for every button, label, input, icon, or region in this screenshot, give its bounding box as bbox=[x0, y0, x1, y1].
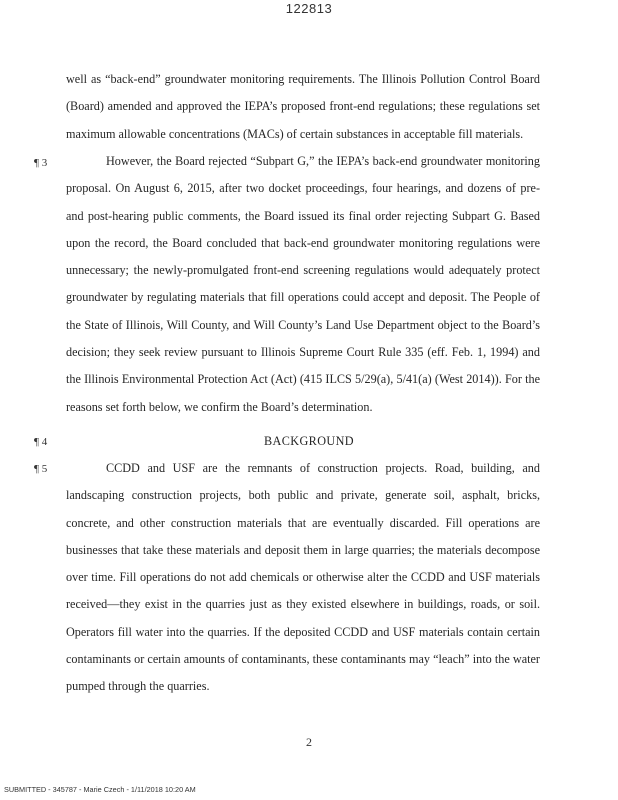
continuation-paragraph: well as “back-end” groundwater monitoring requirements. The Illinois Pollution Control Board (Board) amended and approved the IEPA’s proposed front-end regulations; these regulations set maximum allowable concentrations (MACs) of certain substances in acceptable fill materials. bbox=[66, 72, 540, 141]
paragraph-mark-3: ¶ 3 bbox=[34, 157, 48, 169]
paragraph-3: However, the Board rejected “Subpart G,” the IEPA’s back-end groundwater monitoring proposal. On August 6, 2015, after two docket proceedings, four hearings, and dozens of pre- and post-hearing public comments, the Board issued its final order rejecting Subpart G. Based upon the record, the Board concluded that back-end groundwater monitoring regulations were unnecessary; the newly-promulgated front-end screening regulations would adequately protect groundwater by regulating materials that fill operations could accept and deposit. The People of the State of Illinois, Will County, and Will County’s Land Use Department object to the Board’s decision; they seek review pursuant to Illinois Supreme Court Rule 335 (eff. Feb. 1, 1994) and the Illinois Environmental Protection Act (Act) (415 ILCS 5/29(a), 5/41(a) (West 2014)). For the reasons set forth below, we confirm the Board’s determination. bbox=[66, 154, 540, 414]
document-number: 122813 bbox=[285, 1, 333, 16]
page-number: 2 bbox=[306, 735, 312, 749]
paragraph-5: CCDD and USF are the remnants of construction projects. Road, building, and landscaping construction projects, both public and private, generate soil, asphalt, bricks, concrete, and other construction materials that are eventually discarded. Fill operations are businesses that take these materials and deposit them in large quarries; the materials decompose over time. Fill operations do not add chemicals or otherwise alter the CCDD and USF materials received—they exist in the quarries just as they existed elsewhere in buildings, roads, or soil. Operators fill water into the quarries. If the deposited CCDD and USF materials contain certain contaminants or certain amounts of contaminants, these contaminants may “leach” into the water pumped through the quarries. bbox=[66, 461, 540, 694]
section-heading-background: BACKGROUND bbox=[264, 434, 354, 448]
paragraph-mark-4: ¶ 4 bbox=[34, 436, 48, 448]
submission-stamp: SUBMITTED - 345787 - Marie Czech - 1/11/2018 10:20 AM bbox=[4, 785, 196, 794]
paragraph-mark-5: ¶ 5 bbox=[34, 463, 48, 475]
